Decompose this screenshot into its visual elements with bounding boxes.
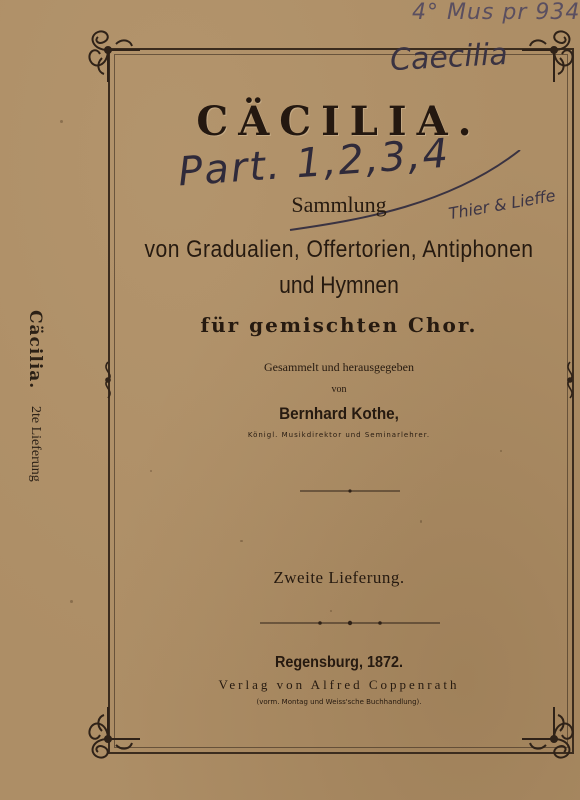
corner-ornament-icon	[520, 24, 580, 84]
subtitle-line-hymnen: und Hymnen	[279, 272, 399, 299]
margin-note-handwriting: Thier & Lieffe	[447, 185, 557, 224]
owner-handwriting: Caecilia	[389, 36, 509, 79]
author-name: Bernhard Kothe,	[279, 404, 399, 423]
subtitle-line-gradualien: von Gradualien, Offertorien, Antiphonen	[144, 236, 534, 263]
edition-label: Zweite Lieferung.	[273, 568, 405, 587]
corner-ornament-icon	[520, 705, 580, 765]
subtitle-line-chor: für gemischten Chor.	[200, 313, 478, 337]
paper-speck	[70, 600, 73, 603]
spine-title: Cäcilia.	[25, 310, 45, 390]
shelfmark-handwriting: 4° Mus pr 934	[412, 0, 580, 25]
divider-rule-icon	[300, 489, 400, 493]
corner-ornament-icon	[82, 24, 142, 84]
page-title: CÄCILIA.	[196, 98, 482, 145]
imprint-former-name: (vorm. Montag und Weiss'sche Buchhandlung).	[256, 698, 422, 706]
imprint-place: Regensburg, 1872.	[274, 654, 404, 671]
imprint-publisher: Verlag von Alfred Coppenrath	[218, 677, 460, 692]
paper-speck	[60, 120, 63, 123]
subtitle-sammlung: Sammlung	[291, 192, 387, 217]
corner-ornament-icon	[82, 705, 142, 765]
parts-handwriting: Part. 1,2,3,4	[176, 130, 452, 196]
spine-label	[25, 310, 45, 482]
author-role: Königl. Musikdirektor und Seminarlehrer.	[247, 431, 431, 439]
credit-von: von	[331, 384, 347, 395]
credit-gesammelt: Gesammelt und herausgegeben	[264, 360, 414, 374]
divider-rule-icon	[260, 620, 440, 626]
spine-subtitle: 2te Lieferung	[28, 406, 43, 483]
